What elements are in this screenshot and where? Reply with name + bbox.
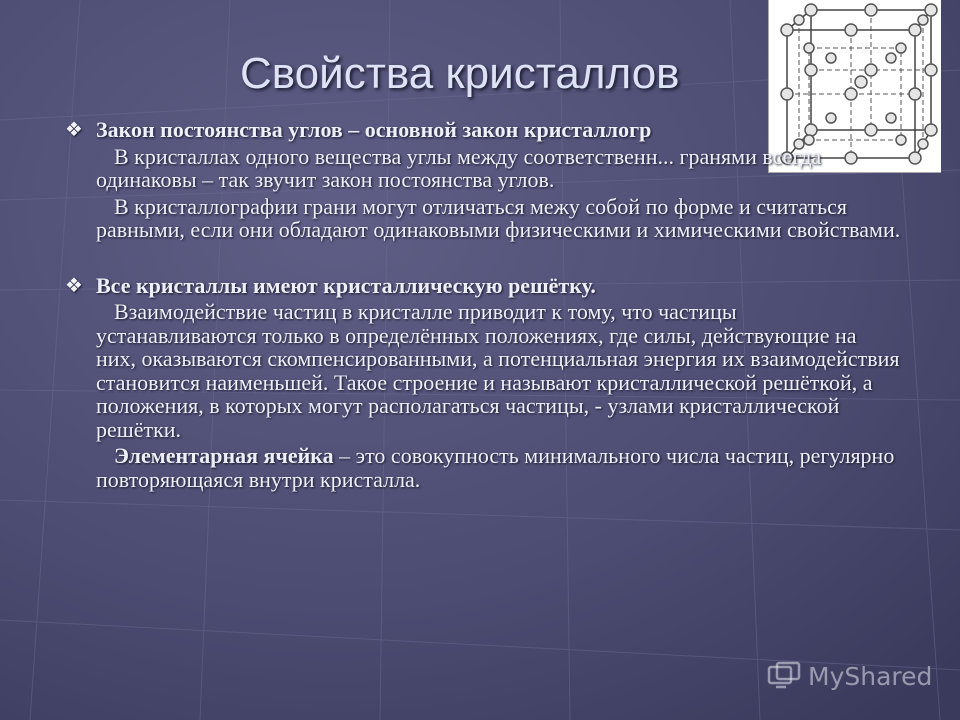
myshared-logo-icon <box>766 661 802 691</box>
slide-content <box>62 118 902 491</box>
four-diamond-bullet-icon: ❖ <box>65 117 83 141</box>
bullet-law-of-constant-angles <box>62 118 902 142</box>
paragraph <box>62 444 902 491</box>
paragraph <box>62 195 902 242</box>
slide-title: Свойства кристаллов <box>240 49 680 98</box>
watermark-text: MyShared <box>808 661 933 691</box>
bullet-heading: Закон постоянства углов – основной закон кристаллогр <box>96 117 652 142</box>
paragraph <box>62 145 902 192</box>
term-elementary-cell: Элементарная ячейка <box>114 443 334 468</box>
paragraph-text: – это совокупность минимального числа частиц, регулярно повторяющаяся внутри кристалла. <box>96 443 895 492</box>
myshared-watermark <box>766 656 946 696</box>
paragraph <box>62 300 902 441</box>
four-diamond-bullet-icon: ❖ <box>65 272 83 297</box>
bullet-heading: Все кристаллы имеют кристаллическую решётку. <box>96 272 596 298</box>
paragraph-text: Взаимодействие частиц в кристалле приводит к тому, что частицы устанавливаются только в определённых положениях, где силы, действующие на них, оказываются скомпенсированными, а потенциальная энергия их взаимодействия становится наименьшей. Такое строение и называют кристаллической решёткой, а положения, в которых могут располагаться частицы, - узлами кристаллической решётки. <box>96 299 900 442</box>
paragraph-text: В кристаллографии грани могут отличаться межу собой по форме и считаться равными, если они обладают одинаковыми физическими и химическими свойствами. <box>96 193 901 242</box>
paragraph-text: В кристаллах одного вещества углы между соответственн... гранями всегда одинаковы – так звучит закон постоянства углов. <box>96 143 822 192</box>
bullet-crystal-lattice <box>62 274 902 298</box>
